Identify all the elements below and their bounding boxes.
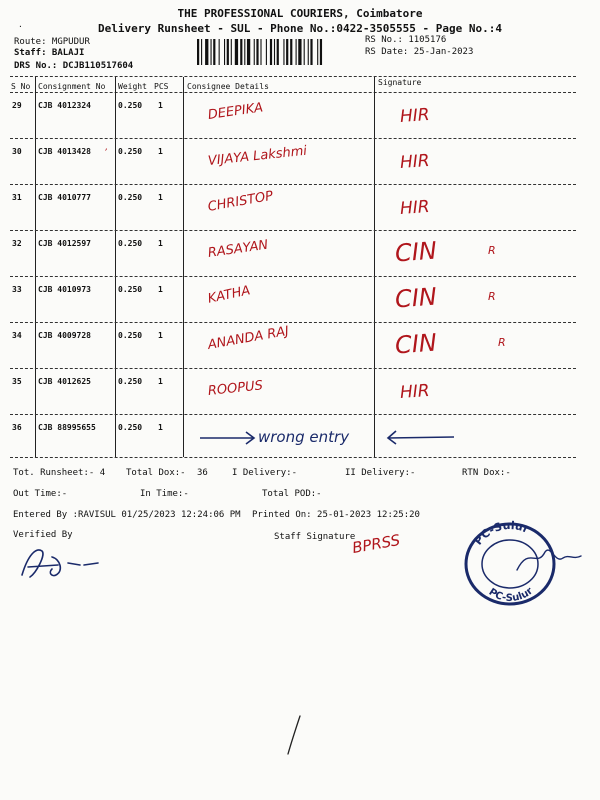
stamp-signature [515,540,585,580]
row-consignment: CJB 4012324 [38,101,91,110]
col-divider [35,77,36,457]
row-signature-handwritten: CIN [394,328,438,360]
barcode-bar [219,39,220,65]
row-weight: 0.250 [118,239,143,248]
col-header-sno: S No [11,82,31,91]
row-weight: 0.250 [118,101,143,110]
row-weight: 0.250 [118,193,143,202]
row-sno: 29 [12,101,22,110]
route-label: Route: MGPUDUR [14,37,90,47]
row-sno: 30 [12,147,22,156]
stray-pen-mark [286,712,306,762]
row-consignee-handwritten: RASAYAN [206,237,270,261]
row-sno: 32 [12,239,22,248]
row-consignee-handwritten: CHRISTOP [206,188,275,215]
corner-mark: . [18,20,23,29]
col-header-signature: Signature [378,78,422,87]
col-header-weight: Weight [118,82,147,91]
barcode-bar [320,39,322,65]
barcode-bar [317,39,318,65]
col-divider [183,77,184,457]
barcode-bar [304,39,305,65]
row-signature-handwritten: HIR [399,196,431,220]
row-pcs: 1 [158,285,163,294]
barcode-bar [213,39,215,65]
row-consignee-handwritten: ROOPUS [207,378,264,399]
ii-delivery: II Delivery:- [345,468,416,478]
row-pcs: 1 [158,377,163,386]
wrong-entry-arrows [198,428,458,448]
row-consignment: CJB 4013428 [38,147,91,156]
barcode-bar [240,39,242,65]
row-consignment: CJB 88995655 [38,423,96,432]
pen-tick-icon: ’ [104,148,107,158]
barcode-bar [260,39,261,65]
col-header-consignment: Consignment No [38,82,106,91]
table-bottom-rule [10,457,576,458]
row-signature-handwritten: HIR [399,380,431,404]
row-pcs: 1 [158,147,163,156]
row-pcs: 1 [158,331,163,340]
out-time: Out Time:- [13,489,68,499]
entered-by: Entered By :RAVISUL 01/25/2023 12:24:06 PM [13,510,241,520]
row-pcs: 1 [158,193,163,202]
row-tick-mark: R [498,336,506,349]
row-weight: 0.250 [118,147,143,156]
row-tick-mark: R [488,244,496,257]
barcode-bar [231,39,232,65]
barcode-bar [286,39,288,65]
row-signature-handwritten: CIN [394,282,438,314]
row-weight: 0.250 [118,423,143,432]
row-divider [10,230,576,231]
barcode-bar [290,39,292,65]
col-header-pcs: PCS [154,82,169,91]
barcode-bar [211,39,212,65]
row-divider [10,184,576,185]
verified-by: Verified By [13,530,73,540]
row-pcs: 1 [158,239,163,248]
verified-signature [18,545,108,585]
barcode-bar [308,39,309,65]
row-sno: 34 [12,331,22,340]
row-pcs: 1 [158,423,163,432]
drs-number: DRS No.: DCJB110517604 [14,61,134,71]
col-divider [374,77,375,457]
barcode-bar [277,39,279,65]
row-pcs: 1 [158,101,163,110]
row-divider [10,368,576,369]
row-consignee-handwritten: ANANDA RAJ [206,323,291,353]
staff-label: Staff: BALAJI [14,48,85,58]
row-consignee-handwritten: DEEPIKA [206,100,265,123]
row-consignment: CJB 4012625 [38,377,91,386]
barcode-bar [256,39,258,65]
company-title: THE PROFESSIONAL COURIERS, Coimbatore [177,7,423,20]
in-time: In Time:- [140,489,189,499]
row-sno: 35 [12,377,22,386]
barcode-bar [270,39,272,65]
total-dox-value: 36 [197,468,208,478]
table-header-rule [10,92,576,93]
col-header-consignee: Consignee Details [187,82,269,91]
row-weight: 0.250 [118,285,143,294]
row-consignee-handwritten: VIJAYA Lakshmi [207,143,308,169]
row-tick-mark: R [488,290,496,303]
staff-signature-label: Staff Signature [274,532,356,542]
tot-runsheet: Tot. Runsheet:- 4 [13,468,106,478]
barcode-bar [296,39,297,65]
barcode-bar [310,39,312,65]
row-consignment: CJB 4009728 [38,331,91,340]
row-sno: 33 [12,285,22,294]
barcode-bar [201,39,202,65]
row-consignment: CJB 4010777 [38,193,91,202]
col-divider [115,77,116,457]
barcode-bar [254,39,255,65]
row-weight: 0.250 [118,331,143,340]
row-divider [10,276,576,277]
barcode-bar [197,39,199,65]
row-signature-handwritten: HIR [399,104,431,128]
barcode-bar [274,39,275,65]
row-signature-handwritten: CIN [394,236,438,268]
row-consignment: CJB 4010973 [38,285,91,294]
barcode-bar [247,39,250,65]
barcode-bar [227,39,229,65]
row-signature-handwritten: HIR [399,150,431,174]
stamp-top-text: PC-Sulur [471,518,532,548]
stamp-bottom-text: PC-Sulur [486,585,536,605]
staff-signature-handwritten: BPRSS [350,530,402,558]
barcode-bar [283,39,284,65]
row-weight: 0.250 [118,377,143,386]
barcode-bar [298,39,301,65]
row-consignment: CJB 4012597 [38,239,91,248]
rtn-dox: RTN Dox:- [462,468,511,478]
total-pod: Total POD:- [262,489,322,499]
table-top-rule [10,76,576,77]
rs-date: RS Date: 25-Jan-2023 [365,47,474,57]
row-consignee-handwritten: wrong entry [258,428,350,446]
barcode-bar [266,39,267,65]
barcode-bar [244,39,245,65]
i-delivery: I Delivery:- [232,468,298,478]
total-dox-label: Total Dox:- [126,468,186,478]
barcode-bar [224,39,225,65]
rs-number: RS No.: 1105176 [365,35,447,45]
row-sno: 36 [12,423,22,432]
row-divider [10,138,576,139]
barcode-bar [205,39,208,65]
row-divider [10,322,576,323]
barcode [197,39,357,65]
row-consignee-handwritten: KATHA [206,283,252,307]
runsheet-subtitle: Delivery Runsheet - SUL - Phone No.:0422-3505555 - Page No.:4 [98,22,502,35]
row-divider [10,414,576,415]
printed-on: Printed On: 25-01-2023 12:25:20 [252,510,420,520]
row-sno: 31 [12,193,22,202]
barcode-bar [235,39,238,65]
